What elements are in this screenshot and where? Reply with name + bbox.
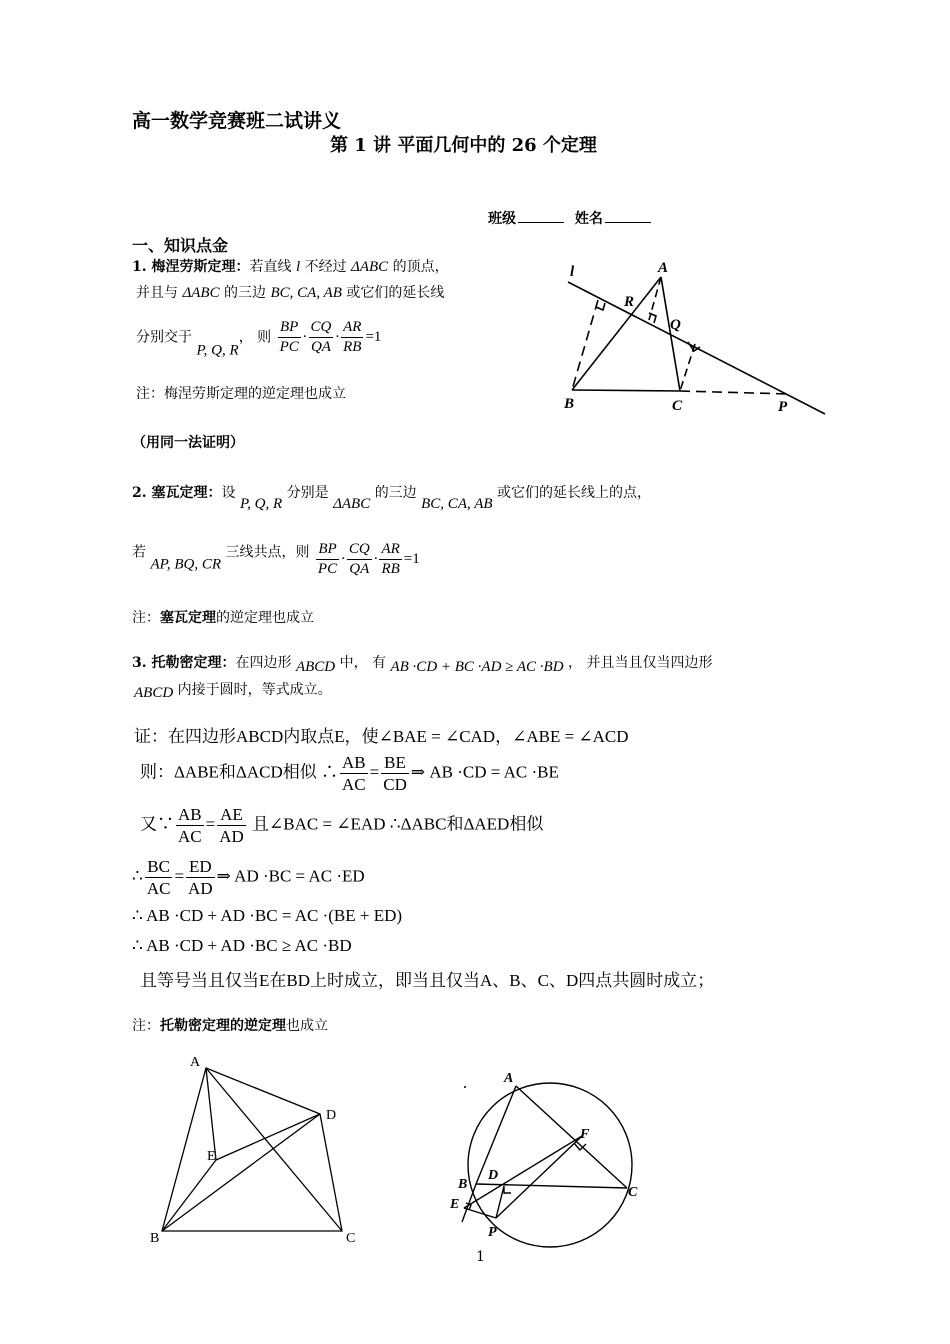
quad-symbol: ABCD bbox=[295, 659, 336, 675]
line-symbol: l bbox=[295, 259, 301, 275]
ceva-line1 bbox=[132, 482, 651, 512]
menelaus-figure bbox=[550, 250, 840, 420]
fig-label-b: B bbox=[564, 396, 575, 412]
circle-figure bbox=[440, 1060, 650, 1250]
ptolemy-label: 3. 托勒密定理： bbox=[132, 655, 236, 671]
fraction-denominator: AC bbox=[178, 827, 202, 847]
sides-symbol: BC, CA, AB bbox=[421, 496, 493, 512]
note-prefix: 注： bbox=[132, 610, 160, 626]
fraction-numerator: BE bbox=[381, 752, 409, 774]
class-blank bbox=[518, 222, 564, 223]
fig-label-a: A bbox=[504, 1071, 514, 1086]
ceva-text: 若 bbox=[132, 544, 146, 561]
fig-label-p: P bbox=[488, 1225, 497, 1240]
fraction-numerator: AB bbox=[176, 804, 204, 826]
menelaus-text: ， 则 bbox=[238, 329, 272, 346]
perp-c bbox=[680, 344, 695, 391]
ptolemy-line2 bbox=[134, 679, 332, 699]
triangle-symbol: ΔABC bbox=[333, 496, 371, 512]
ptolemy-text: 在四边形 bbox=[235, 655, 292, 671]
fig-label-a: A bbox=[190, 1055, 201, 1070]
menelaus-text: 或它们的延长线 bbox=[346, 285, 445, 301]
fraction-numerator: ED bbox=[186, 856, 215, 878]
segment-be bbox=[162, 1160, 216, 1231]
fraction-numerator: BP bbox=[278, 318, 301, 338]
menelaus-text: 的三边 bbox=[224, 285, 267, 301]
quadrilateral-figure bbox=[140, 1048, 370, 1248]
menelaus-line3 bbox=[136, 318, 381, 360]
inequality: AB ·CD + BC ·AD ≥ AC ·BD bbox=[390, 659, 564, 675]
formula-rhs: =1 bbox=[403, 550, 420, 567]
proof-text: 则：ΔABE和ΔACD相似 ∴ bbox=[140, 762, 339, 782]
fraction-numerator: BC bbox=[145, 856, 173, 878]
fraction-denominator: PC bbox=[317, 560, 338, 577]
fraction-numerator: AE bbox=[217, 804, 246, 826]
fig-label-b: B bbox=[150, 1231, 160, 1246]
diagonal-bd bbox=[162, 1114, 320, 1231]
proof-line2 bbox=[140, 752, 559, 796]
proof-line3 bbox=[140, 804, 543, 848]
lecture-title: 第 1 讲 平面几何中的 26 个定理 bbox=[330, 135, 597, 156]
ceva-line2 bbox=[132, 540, 420, 579]
proof-line6: ∴ AB ·CD + AD ·BC ≥ AC ·BD bbox=[132, 936, 352, 955]
proof-line1: 证：在四边形ABCD内取点E，使∠BAE = ∠CAD，∠ABE = ∠ACD bbox=[134, 727, 629, 746]
diagonal-ac bbox=[206, 1068, 342, 1231]
fraction-denominator: AD bbox=[188, 879, 213, 899]
fig-label-l: l bbox=[570, 264, 575, 280]
equals-sign: = bbox=[205, 814, 216, 834]
side-bc bbox=[572, 390, 680, 391]
fig-label-f: F bbox=[580, 1127, 590, 1142]
ceva-text: 或它们的延长线上的点， bbox=[496, 485, 651, 501]
fig-label-c: C bbox=[672, 398, 683, 414]
fraction-numerator: AR bbox=[341, 318, 363, 338]
fraction-denominator: CD bbox=[383, 775, 407, 795]
proof-text: ⇒ AD ·BC = AC ·ED bbox=[216, 866, 365, 886]
fraction-denominator: RB bbox=[381, 560, 400, 577]
proof-text: ⇒ AB ·CD = AC ·BE bbox=[410, 762, 559, 782]
ptolemy-text: 内接于圆时，等式成立。 bbox=[177, 682, 332, 698]
fraction-numerator: CQ bbox=[309, 318, 334, 338]
note-prefix: 注： bbox=[132, 1018, 160, 1034]
fig-label-e: E bbox=[450, 1197, 460, 1212]
right-angle-mark bbox=[504, 1186, 511, 1193]
triangle-symbol: ΔABC bbox=[351, 259, 389, 275]
proof-text: ∴ bbox=[132, 866, 143, 886]
points-symbol: P, Q, R bbox=[196, 342, 239, 359]
fraction-numerator: AR bbox=[379, 540, 401, 560]
menelaus-text: 若直线 bbox=[249, 259, 292, 275]
line-l bbox=[568, 282, 825, 414]
proof-text: 又∵ bbox=[140, 814, 174, 834]
segment-pd bbox=[496, 1186, 504, 1218]
ptolemy-text: ， 并且当且仅当四边形 bbox=[568, 655, 713, 671]
fraction-denominator: AC bbox=[342, 775, 366, 795]
menelaus-text: 不经过 bbox=[304, 259, 347, 275]
ceva-text: 三线共点，则 bbox=[225, 544, 310, 561]
fig-label-q: Q bbox=[670, 317, 681, 333]
quad-abcd bbox=[162, 1068, 342, 1231]
ceva-text: 分别是 bbox=[286, 485, 329, 501]
stray-dot bbox=[464, 1086, 466, 1088]
ptolemy-note bbox=[132, 1015, 328, 1035]
segment-ae bbox=[206, 1068, 216, 1160]
points-symbol: P, Q, R bbox=[239, 496, 283, 512]
simson-line bbox=[464, 1136, 582, 1208]
perp-b bbox=[572, 300, 598, 390]
menelaus-text: 分别交于 bbox=[136, 329, 192, 346]
class-name-fields bbox=[488, 208, 651, 228]
fraction-numerator: BP bbox=[316, 540, 339, 560]
menelaus-line2 bbox=[136, 282, 444, 302]
ceva-formula: $\frac{BP}{PC}$ · $\frac{CQ}{QA}$ · $\frac{AR}{RB}$ =1 bbox=[317, 541, 420, 577]
course-title: 高一数学竞赛班二试讲义 bbox=[132, 110, 342, 132]
fig-label-d: D bbox=[326, 1108, 337, 1123]
menelaus-line1 bbox=[132, 256, 449, 276]
fig-label-d: D bbox=[488, 1168, 499, 1183]
side-ab bbox=[572, 277, 661, 390]
proof-line4 bbox=[132, 856, 365, 900]
fig-label-c: C bbox=[346, 1231, 356, 1246]
fig-label-a: A bbox=[658, 260, 669, 276]
fraction-numerator: AB bbox=[340, 752, 368, 774]
section-heading: 一、知识点金 bbox=[132, 236, 229, 255]
fig-label-c: C bbox=[628, 1185, 638, 1200]
note-suffix: 的逆定理也成立 bbox=[216, 610, 314, 626]
menelaus-note: 注：梅涅劳斯定理的逆定理也成立 bbox=[136, 386, 346, 402]
quad-symbol: ABCD bbox=[134, 685, 174, 701]
equals-sign: = bbox=[369, 762, 380, 782]
fraction-numerator: CQ bbox=[347, 540, 372, 560]
fig-label-e: E bbox=[207, 1149, 216, 1164]
ptolemy-line1 bbox=[132, 652, 713, 675]
proof-text: 且∠BAC = ∠EAD ∴ΔABC和ΔAED相似 bbox=[247, 814, 544, 834]
fraction-denominator: QA bbox=[349, 560, 370, 577]
ceva-label: 2. 塞瓦定理： bbox=[132, 485, 222, 501]
menelaus-label: 1. 梅涅劳斯定理： bbox=[132, 259, 250, 275]
fraction-denominator: AC bbox=[146, 879, 171, 899]
formula-rhs: =1 bbox=[365, 328, 382, 345]
proof-line5: ∴ AB ·CD + AD ·BC = AC ·(BE + ED) bbox=[132, 906, 403, 925]
menelaus-method: （用同一法证明） bbox=[132, 435, 244, 451]
side-ac bbox=[661, 277, 680, 391]
bc-extension bbox=[680, 391, 790, 394]
note-suffix: 也成立 bbox=[286, 1018, 328, 1034]
segment-pf bbox=[496, 1136, 582, 1218]
side-ac bbox=[516, 1086, 627, 1188]
proof-line7: 且等号当且仅当E在BD上时成立，即当且仅当A、B、C、D四点共圆时成立； bbox=[140, 971, 715, 990]
ceva-text: 的三边 bbox=[374, 485, 417, 501]
ptolemy-text: 中， 有 bbox=[339, 655, 387, 671]
ceva-note bbox=[132, 607, 314, 627]
lines-symbol: AP, BQ, CR bbox=[150, 556, 222, 573]
menelaus-text: 的顶点， bbox=[392, 259, 449, 275]
menelaus-formula: $\frac{BP}{PC}$ · $\frac{CQ}{QA}$ · $\frac{AR}{RB}$ =1 bbox=[279, 319, 382, 355]
note-theorem: 塞瓦定理 bbox=[160, 610, 216, 626]
sides-symbol: BC, CA, AB bbox=[270, 285, 342, 301]
fraction-denominator: AD bbox=[219, 827, 244, 847]
equals-sign: = bbox=[174, 866, 185, 886]
name-label: 姓名 bbox=[574, 211, 603, 227]
note-theorem: 托勒密定理的逆定理 bbox=[160, 1018, 286, 1034]
fig-label-r: R bbox=[624, 294, 635, 310]
page-number: 1 bbox=[476, 1249, 485, 1265]
fig-label-p: P bbox=[778, 399, 788, 415]
name-blank bbox=[605, 222, 651, 223]
fraction-denominator: PC bbox=[279, 338, 299, 355]
circumcircle bbox=[468, 1083, 632, 1247]
ceva-text: 设 bbox=[221, 485, 236, 501]
triangle-symbol: ΔABC bbox=[182, 285, 220, 301]
fraction-denominator: QA bbox=[310, 338, 331, 355]
menelaus-text: 并且与 bbox=[136, 285, 178, 301]
fraction-denominator: RB bbox=[343, 338, 362, 355]
class-label: 班级 bbox=[488, 211, 516, 227]
fig-label-b: B bbox=[458, 1177, 468, 1192]
